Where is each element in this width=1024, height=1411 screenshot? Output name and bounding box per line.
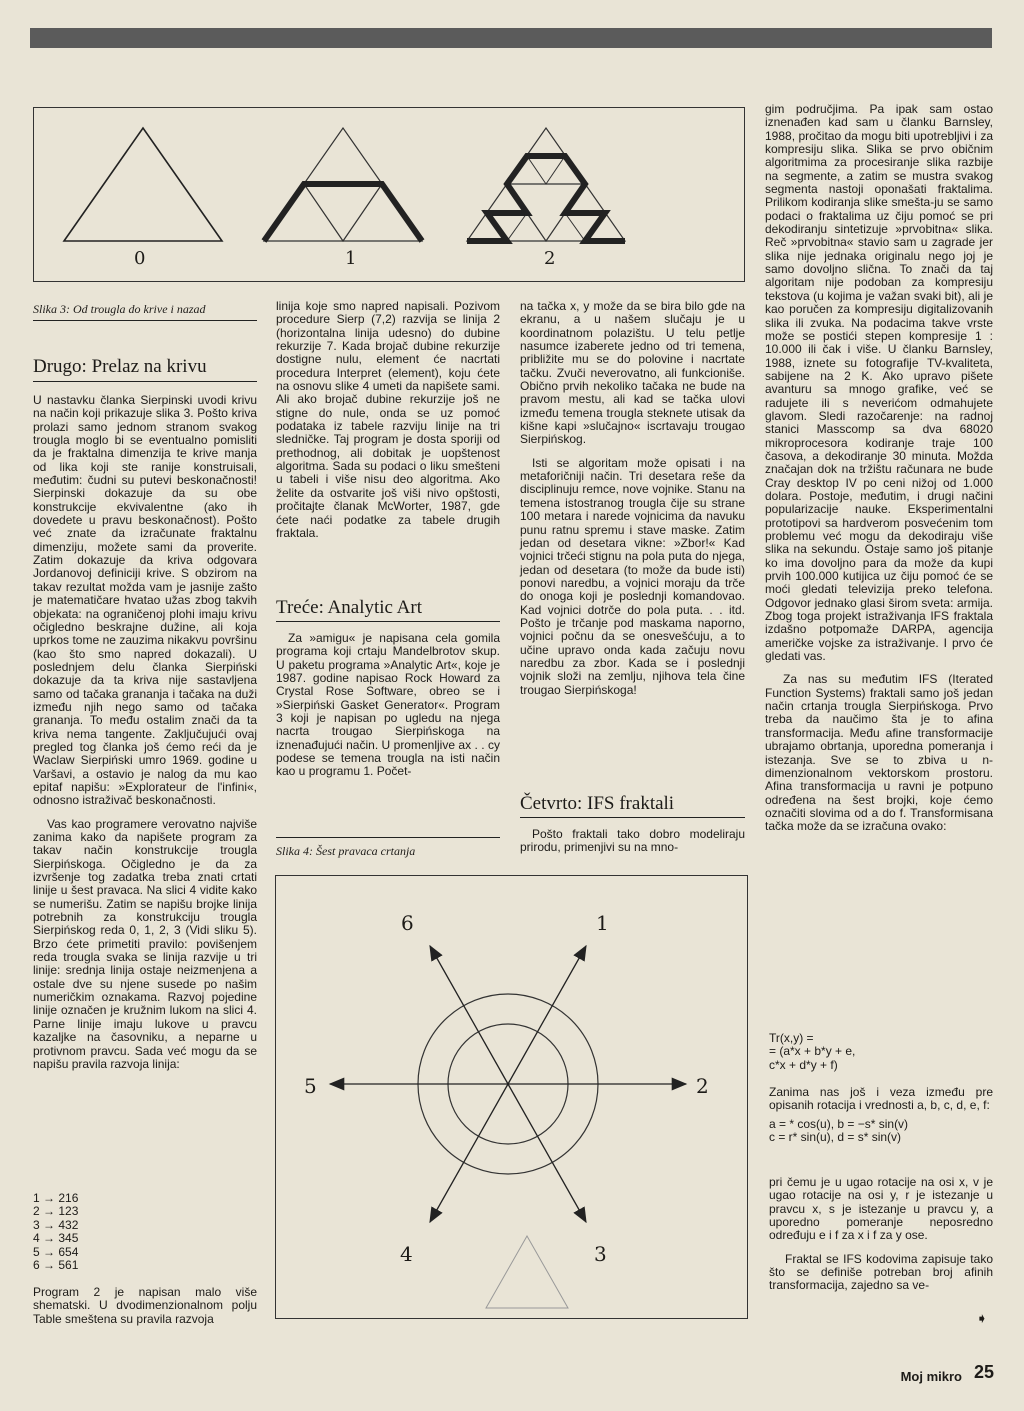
formula-transform <box>769 1032 855 1072</box>
paragraph: pri čemu je u ugao rotacije na osi x, v je ugao rotacije na osi y, r je istezanje u pravcu x, s je istezanje u pravcu y, a uporedno pomeranje neposredno određuju e i f za x i f za y ose. <box>769 1175 993 1243</box>
paragraph: Zanima nas još i veza između pre opisanih rotacija i vrednosti a, b, c, d, e, f: <box>769 1085 993 1113</box>
small-sierpinski-icon <box>486 1236 568 1308</box>
heading-trece: Treće: Analytic Art <box>276 597 422 618</box>
direction-label-4: 4 <box>400 1242 413 1266</box>
heading-rule <box>520 817 745 818</box>
direction-label-6: 6 <box>401 911 414 935</box>
paragraph: Za nas su međutim IFS (Iterated Function Systems) fraktali samo još jedan način crtanja trougla Sierpińskoga. Prvo treba da naučimo šta je to afina transformacija. Među afine transformacije ubrajamo obrtanja, uporedna pomeranja i istezanja. Sve se to zbiva u n-dimenzionalnom vektorskom prostoru. Afina transformacija u ravni je potpuno određena na šest brojki, koje ćemo označiti slovima od a do f. Transformisana tačka može da se izračuna ovako: <box>765 672 993 834</box>
formula-line: a = * cos(u), b = −s* sin(v) <box>769 1117 909 1131</box>
column-2-text <box>276 300 500 550</box>
formula-line: c*x + d*y + f) <box>769 1057 838 1072</box>
formula-line: Tr(x,y) = <box>769 1031 814 1045</box>
paragraph: Vas kao programere verovatno najviše zanima kako da napišete program za takav način konstrukcije trougla Sierpińskoga. Očigledno je da za izvršenje tog zadatka treba znati crtati linije u šest pravaca. Na slici 4 vidite kako se numerišu. Zatim se napišu brojke linija potrebnih za konstrukciju trougla Sierpińskog reda 0, 1, 2, 3 (Vidi sliku 5). Brzo ćete primetiti pravilo: povišenjem reda trougla svaka se linija razvije u tri linije: srednja linija ostaje neizmenjena a ostale dve su njene susede po našim numeričkim oznakama. Razvoj pojedine linije označen je kružnim lukom na slici 4. Parne linije imaju lukove u pravcu kazaljke na časovniku, a neparne u protivnom pravcu. Sada već mogu da se napišu pravila razvoja linija: <box>33 816 257 1071</box>
figure-label-order-2: 2 <box>544 248 556 269</box>
direction-label-3: 3 <box>594 1242 607 1266</box>
caption-slika-4: Slika 4: Šest pravaca crtanja <box>276 844 416 858</box>
paragraph: gim područjima. Pa ipak sam ostao iznenađen kad sam u članku Barnsley, 1988, pročitao da mogu biti upotrebljivi i za kompresiju slika. Slika se prvo običnim algoritmima za procesiranje slika razbije na segmente, a zatim se mustra svakog segmenta nastoji oponašati fraktalima. Prilikom kodiranja slike smešta-ju se samo podaci o fraktalima uz čiju pomoć se pri dekodiranju sintetizuje »prvobitna« slika. Reč »prvobitna« stavio sam u zagrade jer slika nije jednaka originalu nego joj je samo dovoljno slična. To znači da taj algoritam nije podoban za kompresiju tekstova (u kojima je važan svaki bit), ali je kao poručen za kompresiju digitalizovanih slika ili zvuka. Na podacima takve vrste može se postići stepen kompresije 1 : 10.000 ili čak i više. U članku Barnsley, 1988, iznete su fotografije TV-kvaliteta, sabijene na 2 K. Ako upravo pišete avanturu sa mnogo grafike, već se radujete ili s neverićom odmahujete glavom. Sledi razočarenje: na radnoj stanici Masscomp sa dva 68020 mikroprocesora kodiranje traje 100 časova, a dekodiranje 30 minuta. Možda značajan dok na tržištu računara ne bude Cray desktop IV po ceni nižoj od 1.000 dolara. Postoje, međutim, i drugi načini popularizacije nauke. Eksperimentalni prototipovi sa hardverom posvećenim tom problemu već mogu da dekodiraju više slika na sekundu. Ostaje samo još pitanje ko ima dovoljno para da može da kupi prvih 100.000 kutijica uz čiju pomoć će se moći gledati televizija preko telefona. Odgovor jednako glasi širom sveta: armija. Zbog toga projekt istraživanja IFS fraktala izdašno potpomaže DARPA, agencija američke vojske za istraživanje. I prvo će gledati vas. <box>765 102 993 664</box>
direction-label-5: 5 <box>304 1074 317 1098</box>
direction-label-2: 2 <box>696 1074 709 1098</box>
paragraph: Fraktal se IFS kodovima zapisuje tako što se definiše potreban broj afinih transformacija, zajedno sa ve- <box>769 1251 993 1293</box>
rules-list <box>33 1192 78 1272</box>
figure-sierpinski-triangles <box>33 107 745 282</box>
heading-rule <box>276 621 500 622</box>
paragraph: na tačka x, y može da se bira bilo gde na ekranu, a u našem slučaju je u koordinatnom polazištu. U telu petlje nasumce izaberete jedno od tri temena, približite mu se do polovine i nacrtate tačku. Zvuči neverovatno, ali funkcioniše. Obično prvih nekoliko tačaka ne bude na pravom mestu, ali kad se tačka ulovi između temena trougla steknete utisak da kišne kapi »slučajno« iscrtavaju trougao Sierpińskog. <box>520 299 745 447</box>
column-1-text <box>33 394 257 1081</box>
paragraph: U nastavku članka Sierpinski uvodi krivu na način koji prikazuje slika 3. Pošto kriva prolazi samo jednom stranom svakog trougla moglo bi se eventualno pomisliti da je fraktalna dimenzija te krive manja od lika koji ste ranije konstruisali, međutim: čudni su putevi beskonačnosti! Sierpinski dokazuje da su obe konstrukcije ekvivalentne (ako ih dovedete u pravu beskonačnost). Pošto već znate da izračunate fraktalnu dimenziju, možete sami da proverite. Zatim dokazuje da kriva odgovara Jordanovoj definiciji krive. S obzirom na takav rezultat možda vam je jasnije zašto je matematičare hvatao užas zbog takvih objekata: na ograničenoj plohi imaju krivu očigledno beskrajne dužine, ali koja uprkos tome ne zauzima nikakvu površinu (kao što smo napred dokazali). U poslednjem delu članka Sierpiński dokazuje da ta kriva nije sastavljena samo od tačaka grananja i tačaka na duži između njih nego samo od tačaka grananja. To među ostalim znači da ta kriva nema tangente. Zaključujući ovaj pregled tog članka još ćemo reći da je Waclaw Sierpiński umro 1969. godine u Varšavi, a ostavio je nalog da mu kao epitaf napišu: »Explorateur de l'infini«, odnosno istraživač beskonačnosti. <box>33 393 257 808</box>
continue-arrow-icon: ➧ <box>976 1310 988 1326</box>
column-4-text-c <box>769 1176 993 1303</box>
direction-6-line <box>430 946 508 1084</box>
column-4-text <box>765 103 993 844</box>
paragraph: Za »amigu« je napisana cela gomila programa koji crtaju Mandelbrotov skup. U paketu programa »Analytic Art«, koje je 1987. godine napisao Rock Howard za Crystal Rose Software, obreo se i »Sierpiński Gasket Generator«. Program 3 koji je napisan po ugledu na njega nacrta trougao Sierpińskoga na iznenađujući način. U promenljive ax . . cy podese se temena trougla na isti način kao u programu 1. Počet- <box>276 631 500 779</box>
figure-label-order-0: 0 <box>134 248 146 269</box>
direction-4-line <box>430 1084 508 1222</box>
direction-3-line <box>508 1084 586 1222</box>
column-3-text-b <box>520 828 745 865</box>
triangle-order-1 <box>264 128 422 241</box>
top-decorative-bar <box>30 28 992 48</box>
column-1-end <box>33 1286 257 1336</box>
heading-drugo: Drugo: Prelaz na krivu <box>33 356 207 377</box>
paragraph: linija koje smo napred napisali. Pozivom procedure Sierp (7,2) razvija se linija 2 (horizontalna linija udesno) do dubine rekurzije 7. Kada brojač dubine rekurzije dostigne nulu, element će nacrtati procedura Interpret (element), koju ćete na osnovu slike 4 umeti da napišete sami. Ali ako brojač dubine rekurzije još ne stigne do nule, onda se uz pomoć podataka iz tabele razviju linije na tri sledničke. Taj program je dosta sporiji od prethodnog, ali dobitak je uopštenost algoritma. Sada su podaci o liku smešteni u tabeli i više nisu deo algoritma. Ako želite da ostvarite još viši nivo opštosti, pročitajte članak McWorter, 1987, gde ćete naći podatke za tabele drugih fraktala. <box>276 299 500 540</box>
direction-1-line <box>508 946 586 1084</box>
list-item: 2 → 123 <box>33 1204 79 1219</box>
page-number: 25 <box>973 1362 994 1382</box>
triangle-order-2 <box>467 128 625 241</box>
magazine-name: Moj mikro <box>900 1369 962 1384</box>
paragraph: Isti se algoritam može opisati i na metaforičniji način. Tri desetara reše da disciplinuju remce, nove vojnike. Stanu na temena istostranog trougla čije su strane 100 metara i narede vojnicima da navuku punu ratnu spremu i stave maske. Zatim jedan od desetara vikne: »Zbor!« Kad vojnici trčeći stignu na pola puta do njega, jedan od desetara (to može da bude isti) ponovi naredbu, a vojnici moraju da trče do onoga koji je poslednji komandovao. Kad vojnici dotrče do pola puta. . . itd. Pošto je trčanje pod maskama naporno, vojnici počnu da se onesvešćuju, a to učine upravo onda kada začuju novu naredbu za zbor. Kada se i poslednji vojnik složi na zemlju, njihova tela čine trougao Sierpińskoga! <box>520 455 745 697</box>
list-item: 3 → 432 <box>33 1217 79 1232</box>
direction-label-1: 1 <box>596 911 609 935</box>
six-directions-drawing <box>276 876 749 1320</box>
formula-line: c = r* sin(u), d = s* sin(v) <box>769 1130 902 1145</box>
list-item: 4 → 345 <box>33 1231 79 1246</box>
triangle-order-0 <box>64 128 222 241</box>
figure-six-directions <box>275 875 748 1319</box>
caption-slika-3: Slika 3: Od trougla do krive i nazad <box>33 302 206 316</box>
column-2-text-b <box>276 632 500 789</box>
paragraph: Pošto fraktali tako dobro modeliraju prirodu, primenjivi su na mno- <box>520 827 745 855</box>
paragraph: Program 2 je napisan malo više shematski. U dvodimenzionalnom polju Table smeštena su pravila razvoja <box>33 1285 257 1326</box>
heading-cetvrto: Četvrto: IFS fraktali <box>520 793 675 814</box>
list-item: 5 → 654 <box>33 1244 79 1259</box>
heading-rule <box>33 381 257 382</box>
caption-rule <box>276 837 500 838</box>
list-item: 1 → 216 <box>33 1191 79 1205</box>
column-3-text <box>520 300 745 707</box>
formula-rotation <box>769 1118 908 1145</box>
caption-rule <box>33 320 257 321</box>
figure-label-order-1: 1 <box>345 248 357 269</box>
formula-line: = (a*x + b*y + e, <box>769 1044 856 1059</box>
list-item: 6 → 561 <box>33 1258 79 1273</box>
